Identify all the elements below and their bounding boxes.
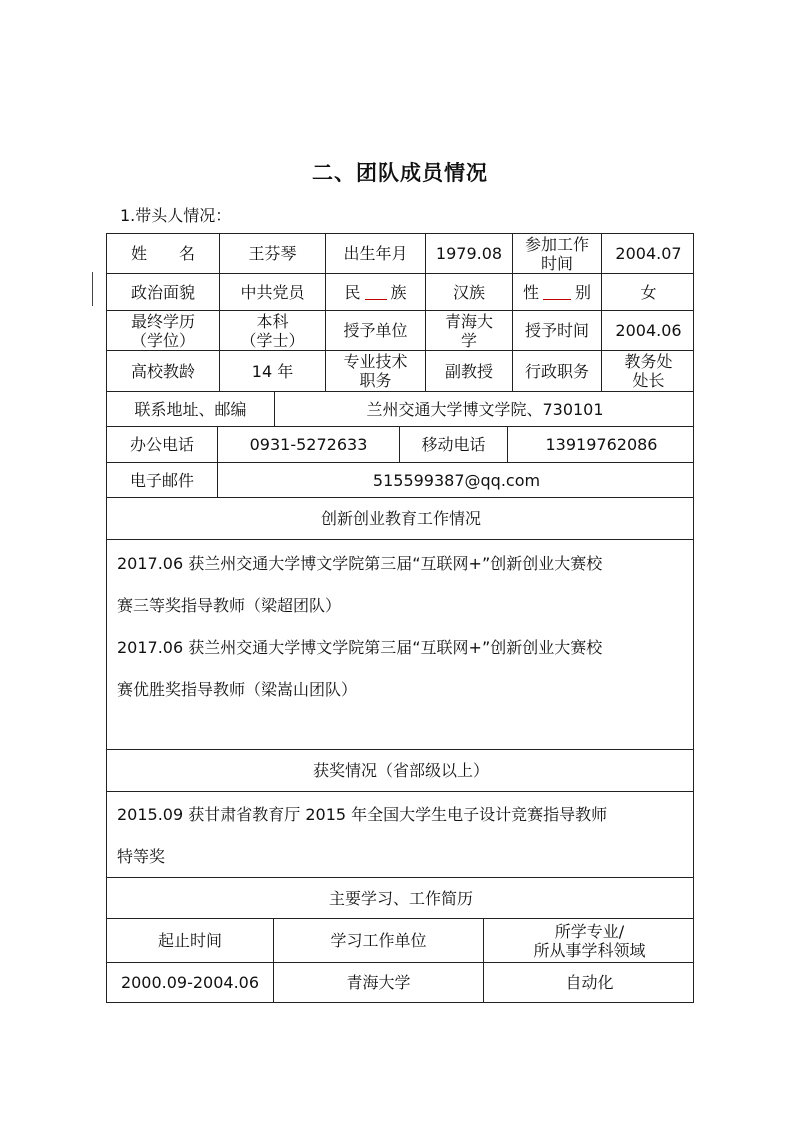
table-row xyxy=(106,962,694,1003)
grant-unit-line1: 青海大 xyxy=(444,311,493,331)
name-label: 姓 名 xyxy=(130,244,195,263)
awards-line: 2015.09 获甘肃省教育厅 2015 年全国大学生电子设计竞赛指导教师 xyxy=(117,805,608,824)
education-label xyxy=(107,311,219,350)
tech-title-label xyxy=(325,351,425,391)
row-teaching xyxy=(106,350,694,391)
admin-value-line1: 教务处 xyxy=(624,352,673,371)
grant-time-value: 2004.06 xyxy=(601,311,695,350)
awards-header-row xyxy=(106,749,694,791)
work-start-label xyxy=(512,234,601,273)
innovation-header: 创新创业教育工作情况 xyxy=(320,509,481,528)
row-education xyxy=(106,310,694,350)
politics-label: 政治面貌 xyxy=(130,282,195,302)
admin-value xyxy=(601,351,695,391)
section-subtitle: 1.带头人情况： xyxy=(120,206,232,225)
ethnic-label xyxy=(325,274,425,310)
ethnic-label-a: 民 xyxy=(344,282,361,302)
resume-header-row xyxy=(106,877,694,918)
tech-title-value: 副教授 xyxy=(425,351,512,391)
office-phone-value: 0931-5272633 xyxy=(217,427,399,462)
resume-header: 主要学习、工作简历 xyxy=(328,888,473,908)
admin-label: 行政职务 xyxy=(512,351,601,391)
resume-col-period: 起止时间 xyxy=(157,931,222,950)
email-label: 电子邮件 xyxy=(129,470,194,490)
row-address xyxy=(106,391,694,426)
work-start-label-line1: 参加工作 xyxy=(524,234,589,254)
resume-col-field xyxy=(483,919,695,962)
resume-col-field-line2: 所从事学科领域 xyxy=(533,940,646,960)
admin-value-line2: 处长 xyxy=(632,371,665,390)
row-email xyxy=(106,462,694,497)
resume-col-field-line1: 所学专业/ xyxy=(554,921,625,941)
politics-value: 中共党员 xyxy=(219,274,325,310)
row-basic-info xyxy=(106,233,694,273)
innovation-line: 赛三等奖指导教师（梁超团队） xyxy=(117,596,342,615)
ethnic-label-b: 族 xyxy=(390,282,407,302)
email-value: 515599387@qq.com xyxy=(217,463,695,497)
resume-columns-row xyxy=(106,918,694,962)
resume-period: 2000.09-2004.06 xyxy=(120,973,260,992)
grant-unit-value xyxy=(425,311,512,350)
ethnic-value: 汉族 xyxy=(425,274,512,310)
grant-unit-line2: 学 xyxy=(460,330,477,350)
gender-label-b: 别 xyxy=(575,282,592,302)
innovation-header-row xyxy=(106,497,694,539)
name-value: 王芬琴 xyxy=(219,234,325,273)
gender-label xyxy=(512,274,601,310)
resume-field: 自动化 xyxy=(483,963,695,1002)
address-label: 联系地址、邮编 xyxy=(134,399,247,419)
resume-unit: 青海大学 xyxy=(273,963,483,1002)
education-value-line1: 本科 xyxy=(256,311,289,331)
mobile-label: 移动电话 xyxy=(399,427,507,462)
teaching-years-label: 高校教龄 xyxy=(130,361,195,381)
office-phone-label: 办公电话 xyxy=(129,435,194,454)
tech-title-label-line2: 职务 xyxy=(359,371,392,390)
education-value xyxy=(219,311,325,350)
resume-col-unit: 学习工作单位 xyxy=(273,919,483,962)
gender-value: 女 xyxy=(601,274,695,310)
row-phones xyxy=(106,426,694,462)
education-label-line1: 最终学历 xyxy=(130,311,195,331)
grant-time-label: 授予时间 xyxy=(512,311,601,350)
education-label-line2: （学位） xyxy=(130,330,195,350)
tech-title-label-line1: 专业技术 xyxy=(343,352,408,371)
work-start-value: 2004.07 xyxy=(601,234,695,273)
work-start-label-line2: 时间 xyxy=(540,253,573,273)
innovation-line: 2017.06 获兰州交通大学博文学院第三届“互联网+”创新创业大赛校 xyxy=(117,554,603,573)
awards-header: 获奖情况（省部级以上） xyxy=(312,761,489,780)
innovation-line: 2017.06 获兰州交通大学博文学院第三届“互联网+”创新创业大赛校 xyxy=(117,638,603,657)
birth-value: 1979.08 xyxy=(425,234,512,273)
gender-blank xyxy=(543,285,571,300)
address-value: 兰州交通大学博文学院、730101 xyxy=(274,392,695,426)
innovation-line: 赛优胜奖指导教师（梁嵩山团队） xyxy=(117,680,358,699)
awards-content xyxy=(106,791,694,877)
row-politics xyxy=(106,273,694,310)
mobile-value: 13919762086 xyxy=(507,427,695,462)
birth-label: 出生年月 xyxy=(325,234,425,273)
awards-line: 特等奖 xyxy=(117,847,166,866)
margin-mark xyxy=(92,272,93,306)
gender-label-a: 性 xyxy=(522,282,539,302)
teaching-years-value: 14 年 xyxy=(219,351,325,391)
education-value-line2: （学士） xyxy=(240,330,305,350)
ethnic-blank xyxy=(365,285,387,300)
page-title: 二、团队成员情况 xyxy=(312,161,488,185)
innovation-content xyxy=(106,539,694,749)
grant-unit-label: 授予单位 xyxy=(325,311,425,350)
